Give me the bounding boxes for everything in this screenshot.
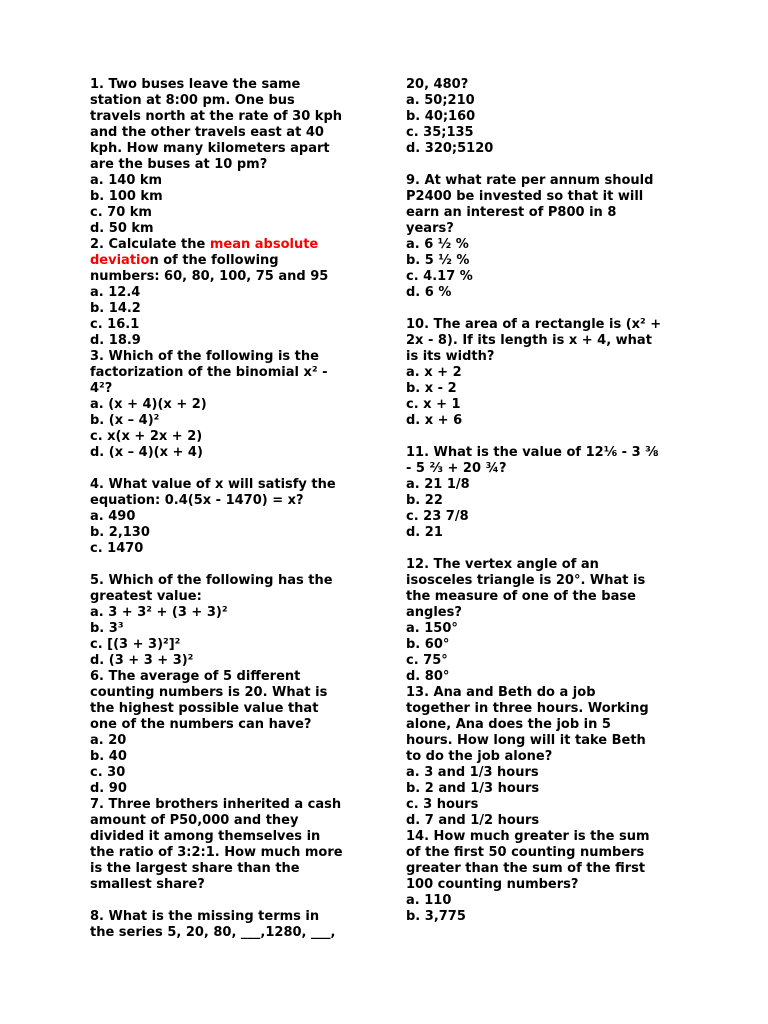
answer-option: d. 320;5120 <box>406 141 494 156</box>
question-text: alone, Ana does the job in 5 <box>406 717 611 732</box>
question-text: is the largest share than the <box>90 861 300 876</box>
question-text: 11. What is the value of 12⅙ - 3 ⅜ <box>406 445 659 460</box>
question-text <box>90 237 375 253</box>
answer-option: b. 40 <box>90 749 127 764</box>
question-text: P2400 be invested so that it will <box>406 189 644 204</box>
question-text: 20, 480? <box>406 77 469 92</box>
question-10 <box>406 317 691 429</box>
question-12 <box>406 557 691 685</box>
question-text: 6. The average of 5 different <box>90 669 301 684</box>
question-text: greater than the sum of the first <box>406 861 646 876</box>
question-text-part: 2. Calculate the <box>90 237 210 252</box>
answer-option: d. 80° <box>406 669 450 684</box>
question-text: kph. How many kilometers apart <box>90 141 330 156</box>
question-text: is its width? <box>406 349 495 364</box>
answer-option: c. 3 hours <box>406 797 479 812</box>
answer-option: b. x - 2 <box>406 381 457 396</box>
question-text: years? <box>406 221 454 236</box>
answer-option: c. 1470 <box>90 541 144 556</box>
question-text: 100 counting numbers? <box>406 877 579 892</box>
question-text: numbers: 60, 80, 100, 75 and 95 <box>90 269 329 284</box>
answer-option: b. 22 <box>406 493 443 508</box>
answer-option: a. x + 2 <box>406 365 462 380</box>
question-text: 9. At what rate per annum should <box>406 173 654 188</box>
answer-option: d. (x – 4)(x + 4) <box>90 445 203 460</box>
question-text: to do the job alone? <box>406 749 553 764</box>
answer-option: c. 30 <box>90 765 126 780</box>
question-4 <box>90 477 375 557</box>
answer-option: c. 70 km <box>90 205 152 220</box>
question-13 <box>406 685 691 829</box>
answer-option: d. x + 6 <box>406 413 463 428</box>
answer-option: b. (x – 4)² <box>90 413 160 428</box>
answer-option: a. 6 ½ % <box>406 237 469 252</box>
question-text: 14. How much greater is the sum <box>406 829 650 844</box>
question-text: and the other travels east at 40 <box>90 125 324 140</box>
answer-option: d. 6 % <box>406 285 452 300</box>
question-text: earn an interest of P800 in 8 <box>406 205 617 220</box>
answer-option: a. 20 <box>90 733 127 748</box>
question-text: together in three hours. Working <box>406 701 649 716</box>
left-column <box>90 77 375 941</box>
question-text: 1. Two buses leave the same <box>90 77 301 92</box>
answer-option: a. 12.4 <box>90 285 141 300</box>
question-text: the ratio of 3:2:1. How much more <box>90 845 343 860</box>
answer-option: c. 16.1 <box>90 317 140 332</box>
answer-option: d. (3 + 3 + 3)² <box>90 653 194 668</box>
question-text <box>90 253 375 269</box>
answer-option: b. 2 and 1/3 hours <box>406 781 540 796</box>
question-text: 7. Three brothers inherited a cash <box>90 797 342 812</box>
question-text: smallest share? <box>90 877 205 892</box>
answer-option: d. 50 km <box>90 221 154 236</box>
highlighted-term: mean absolute <box>209 237 319 252</box>
question-text: 10. The area of a rectangle is (x² + <box>406 317 662 332</box>
answer-option: a. 140 km <box>90 173 163 188</box>
question-text: 5. Which of the following has the <box>90 573 333 588</box>
question-text: are the buses at 10 pm? <box>90 157 268 172</box>
answer-option: b. 60° <box>406 637 450 652</box>
question-text: hours. How long will it take Beth <box>406 733 646 748</box>
question-6 <box>90 669 375 797</box>
question-text: amount of P50,000 and they <box>90 813 299 828</box>
question-text: divided it among themselves in <box>90 829 321 844</box>
spacer <box>406 301 691 317</box>
question-1 <box>90 77 375 237</box>
question-text: one of the numbers can have? <box>90 717 312 732</box>
answer-option: a. 3 + 3² + (3 + 3)² <box>90 605 228 620</box>
answer-option: a. 110 <box>406 893 452 908</box>
answer-option: a. (x + 4)(x + 2) <box>90 397 207 412</box>
question-text: the highest possible value that <box>90 701 319 716</box>
answer-option: c. x + 1 <box>406 397 461 412</box>
spacer <box>90 557 375 573</box>
answer-option: a. 50;210 <box>406 93 475 108</box>
answer-option: c. 75° <box>406 653 448 668</box>
question-text: 13. Ana and Beth do a job <box>406 685 596 700</box>
question-8-continued <box>406 77 691 157</box>
question-text: factorization of the binomial x² - <box>90 365 328 380</box>
answer-option: c. [(3 + 3)²]² <box>90 637 181 652</box>
answer-option: b. 100 km <box>90 189 163 204</box>
answer-option: a. 490 <box>90 509 136 524</box>
question-text: the series 5, 20, 80, ___,1280, ___, <box>90 925 336 940</box>
answer-option: b. 3,775 <box>406 909 466 924</box>
question-text: angles? <box>406 605 462 620</box>
question-text-part: n of the following <box>149 253 279 268</box>
spacer <box>406 541 691 557</box>
question-text: 8. What is the missing terms in <box>90 909 320 924</box>
answer-option: b. 40;160 <box>406 109 476 124</box>
question-text: - 5 ⅔ + 20 ¾? <box>406 461 507 476</box>
question-text: 4²? <box>90 381 113 396</box>
spacer <box>406 429 691 445</box>
answer-option: a. 150° <box>406 621 458 636</box>
question-text: counting numbers is 20. What is <box>90 685 328 700</box>
answer-option: d. 18.9 <box>90 333 141 348</box>
question-text: greatest value: <box>90 589 202 604</box>
answer-option: b. 14.2 <box>90 301 141 316</box>
question-text: isosceles triangle is 20°. What is <box>406 573 646 588</box>
answer-option: b. 2,130 <box>90 525 150 540</box>
answer-option: b. 3³ <box>90 621 124 636</box>
answer-option: c. 35;135 <box>406 125 474 140</box>
spacer <box>406 157 691 173</box>
question-9 <box>406 173 691 301</box>
answer-option: a. 21 1/8 <box>406 477 470 492</box>
question-5 <box>90 573 375 669</box>
question-text: 12. The vertex angle of an <box>406 557 599 572</box>
answer-option: d. 7 and 1/2 hours <box>406 813 540 828</box>
spacer <box>90 461 375 477</box>
question-text: of the first 50 counting numbers <box>406 845 645 860</box>
question-11 <box>406 445 691 541</box>
answer-option: d. 21 <box>406 525 443 540</box>
answer-option: b. 5 ½ % <box>406 253 470 268</box>
right-column <box>406 77 691 925</box>
spacer <box>90 893 375 909</box>
highlighted-term: deviatio <box>90 253 150 268</box>
answer-option: a. 3 and 1/3 hours <box>406 765 539 780</box>
question-3 <box>90 349 375 461</box>
question-text: the measure of one of the base <box>406 589 636 604</box>
question-7 <box>90 797 375 893</box>
question-14 <box>406 829 691 925</box>
answer-option: c. 4.17 % <box>406 269 473 284</box>
answer-option: c. x(x + 2x + 2) <box>90 429 203 444</box>
answer-option: d. 90 <box>90 781 127 796</box>
question-8 <box>90 909 375 941</box>
question-text: equation: 0.4(5x - 1470) = x? <box>90 493 304 508</box>
question-text: 4. What value of x will satisfy the <box>90 477 336 492</box>
answer-option: c. 23 7/8 <box>406 509 469 524</box>
question-text: travels north at the rate of 30 kph <box>90 109 343 124</box>
question-text: 2x - 8). If its length is x + 4, what <box>406 333 652 348</box>
question-text: station at 8:00 pm. One bus <box>90 93 295 108</box>
question-2 <box>90 237 375 349</box>
question-text: 3. Which of the following is the <box>90 349 319 364</box>
